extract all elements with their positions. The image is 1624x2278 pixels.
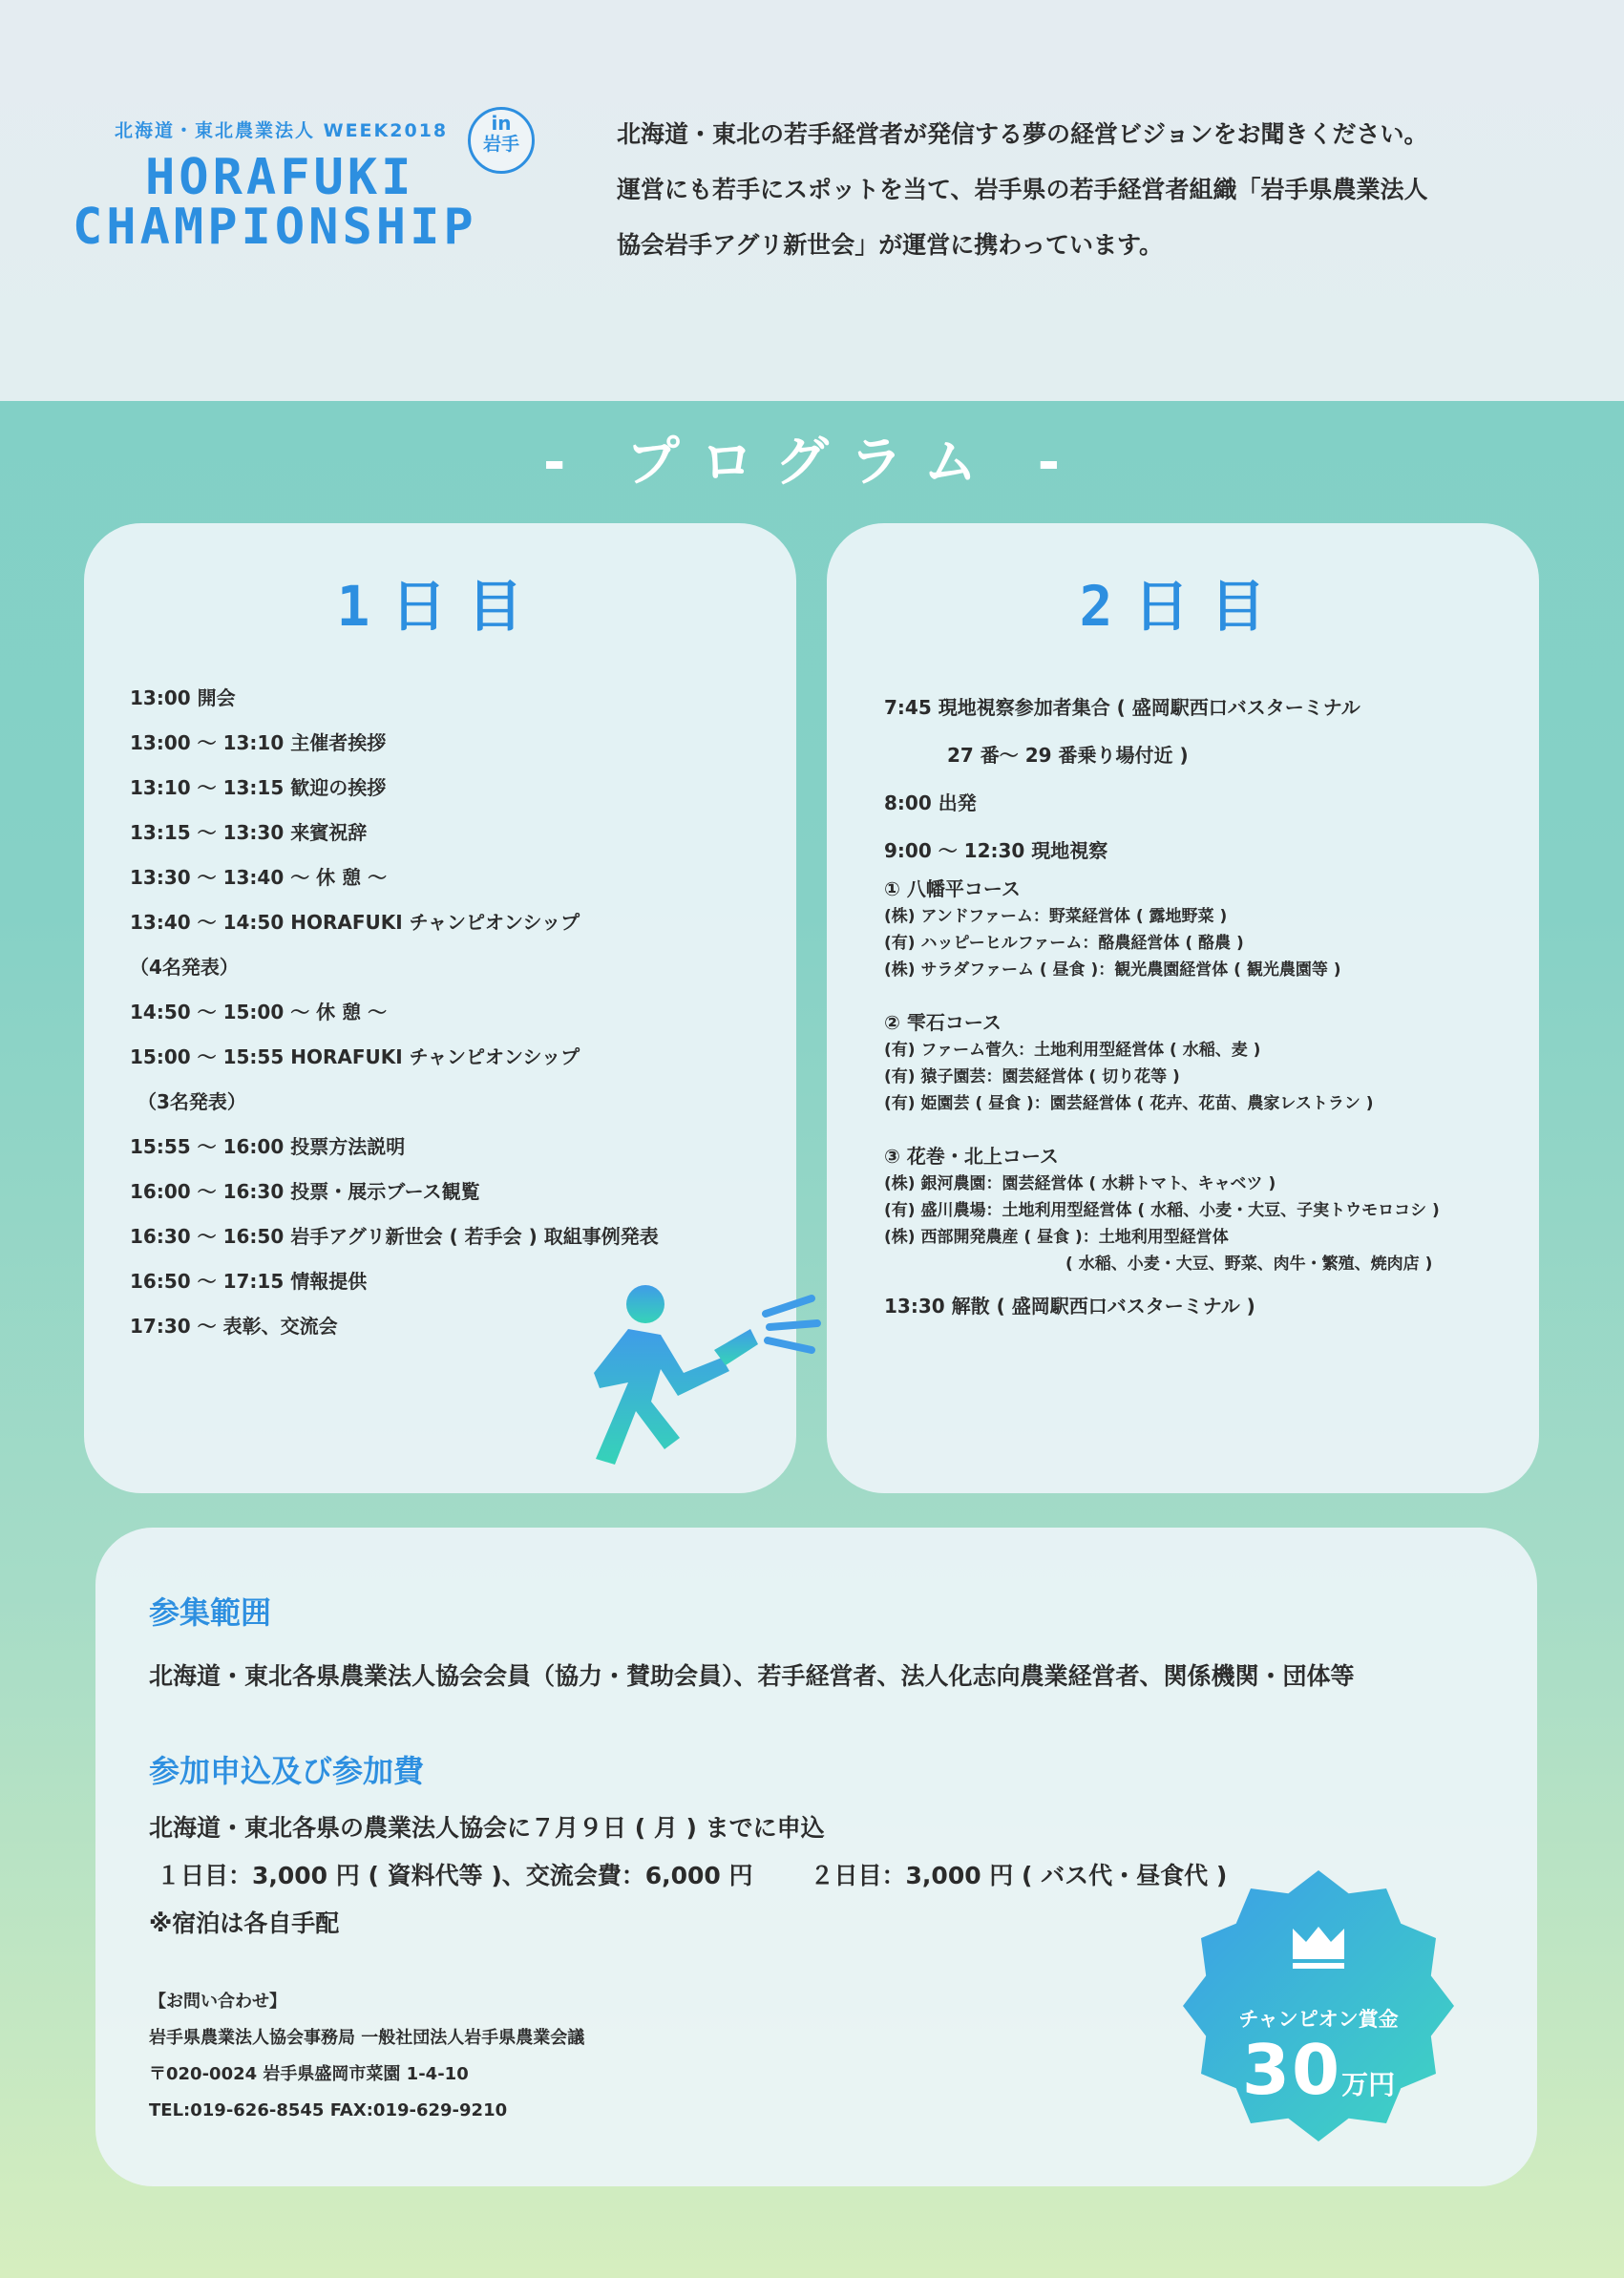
program-heading: - プログラム - [543, 432, 1081, 494]
logo-title-championship: CHAMPIONSHIP [73, 199, 477, 256]
logo-in-text: in [491, 112, 512, 135]
schedule-item: 13:00 開会 [130, 686, 236, 709]
course-farm: (株) 銀河農園：園芸経営体 ( 水耕トマト、キャベツ ) [884, 1174, 1276, 1193]
fee-day2: ２日目：3,000 円 ( バス代・昼食代 ) [810, 1862, 1228, 1889]
course-farm: (株) アンドファーム：野菜経営体 ( 露地野菜 ) [884, 907, 1228, 926]
day2-card [827, 523, 1539, 1493]
schedule-item: 15:00 ～ 15:55 HORAFUKI チャンピオンシップ [130, 1045, 580, 1068]
day1-title: 1日目 [336, 574, 544, 639]
dismissal-item: 13:30 解散 ( 盛岡駅西口バスターミナル ) [884, 1295, 1255, 1318]
event-logo [69, 107, 565, 260]
fee-title: 参加申込及び参加費 [149, 1753, 425, 1789]
course-farm: (有) 姫園芸 ( 昼食 )：園芸経営体 ( 花卉、花苗、農家レストラン ) [884, 1094, 1374, 1113]
course-farm: (有) ファーム菅久：土地利用型経営体 ( 水稲、麦 ) [884, 1041, 1261, 1060]
runner-megaphone-icon [561, 1277, 867, 1468]
intro-text [617, 107, 1571, 273]
course-title: ① 八幡平コース [884, 877, 1021, 900]
fee-note: ※宿泊は各自手配 [149, 1909, 340, 1937]
fee-details [149, 1804, 1227, 1948]
schedule-item: 15:55 ～ 16:00 投票方法説明 [130, 1135, 406, 1158]
contact-phone: TEL:019-626-8545 FAX:019-629-9210 [149, 2100, 508, 2120]
course-farm: (有) 猿子園芸：園芸経営体 ( 切り花等 ) [884, 1067, 1180, 1086]
schedule-item: 13:10 ～ 13:15 歓迎の挨拶 [130, 776, 387, 799]
day1-card [84, 523, 796, 1493]
course-farm: (有) ハッピーヒルファーム：酪農経営体 ( 酪農 ) [884, 934, 1244, 953]
badge-amount-unit: 万円 [1341, 2069, 1396, 2100]
schedule-item: 13:15 ～ 13:30 来賓祝辞 [130, 821, 368, 844]
schedule-item: 9:00 ～ 12:30 現地視察 [884, 839, 1108, 862]
course-hachimantai [884, 875, 1341, 983]
fee-days [149, 1852, 1227, 1900]
contact-org: 岩手県農業法人協会事務局 一般社団法人岩手県農業会議 [149, 2028, 585, 2048]
logo-subtitle: 北海道・東北農業法人 WEEK2018 [115, 120, 449, 141]
prize-badge [1180, 1867, 1457, 2144]
participants-text: 北海道・東北各県農業法人協会会員（協力・賛助会員）、若手経営者、法人化志向農業経営者、関係機関・団体等 [149, 1662, 1355, 1690]
schedule-item: （4名発表） [130, 956, 239, 979]
intro-line: 運営にも若手にスポットを当て、岩手県の若手経営者組織「岩手県農業法人 [617, 176, 1428, 203]
schedule-item: 17:30 ～ 表彰、交流会 [130, 1315, 338, 1338]
course-farm: (株) サラダファーム ( 昼食 )：観光農園経営体 ( 観光農園等 ) [884, 960, 1341, 980]
logo-in-iwate-circle [468, 107, 535, 174]
logo-title-horafuki: HORAFUKI [145, 149, 415, 206]
schedule-item: 7:45 現地視察参加者集合 ( 盛岡駅西口バスターミナル [884, 696, 1360, 719]
course-farm: (有) 盛川農場：土地利用型経営体 ( 水稲、小麦・大豆、子実トウモロコシ ) [884, 1201, 1440, 1220]
logo-pref-text: 岩手 [482, 134, 519, 155]
course-farm: (株) 西部開発農産 ( 昼食 )：土地利用型経営体 [884, 1228, 1229, 1247]
intro-line: 北海道・東北の若手経営者が発信する夢の経営ビジョンをお聞きください。 [617, 120, 1428, 148]
contact-block [149, 1984, 584, 2129]
participants-title: 参集範囲 [149, 1594, 272, 1631]
contact-address: 〒020-0024 岩手県盛岡市菜園 1-4-10 [149, 2064, 469, 2084]
course-hanamaki-kitakami [884, 1142, 1440, 1277]
fee-day1: １日目：3,000 円 ( 資料代等 )、交流会費：6,000 円 [157, 1862, 753, 1889]
schedule-item: 14:50 ～ 15:00 ～ 休 憩 ～ [130, 1001, 388, 1023]
badge-amount-number: 30 [1241, 2030, 1342, 2110]
day2-title: 2日目 [1079, 574, 1287, 639]
badge-label: チャンピオン賞金 [1238, 2008, 1399, 2031]
course-title: ③ 花巻・北上コース [884, 1145, 1059, 1168]
course-farm-detail: ( 水稲、小麦・大豆、野菜、肉牛・繁殖、焼肉店 ) [1065, 1255, 1433, 1274]
schedule-item: （3名発表） [137, 1090, 246, 1113]
schedule-item: 13:00 ～ 13:10 主催者挨拶 [130, 731, 387, 754]
badge-amount [1180, 2030, 1457, 2110]
course-shizukuishi [884, 1008, 1374, 1117]
schedule-item: 16:30 ～ 16:50 岩手アグリ新世会 ( 若手会 ) 取組事例発表 [130, 1225, 659, 1248]
course-title: ② 雫石コース [884, 1011, 1002, 1034]
schedule-item: 16:50 ～ 17:15 情報提供 [130, 1270, 368, 1293]
schedule-item: 13:40 ～ 14:50 HORAFUKI チャンピオンシップ [130, 911, 580, 934]
fee-deadline: 北海道・東北各県の農業法人協会に７月９日 ( 月 ) までに申込 [149, 1814, 825, 1842]
schedule-item: 16:00 ～ 16:30 投票・展示ブース観覧 [130, 1180, 480, 1203]
day2-schedule [884, 684, 1360, 875]
intro-line: 協会岩手アグリ新世会」が運営に携わっています。 [617, 231, 1164, 259]
day1-schedule [130, 676, 659, 1349]
schedule-item: 8:00 出発 [884, 791, 977, 814]
contact-title: 【お問い合わせ】 [149, 1992, 286, 2012]
wave-divider [0, 325, 1624, 411]
schedule-item: 27 番～ 29 番乗り場付近 ) [947, 744, 1189, 767]
schedule-item: 13:30 ～ 13:40 ～ 休 憩 ～ [130, 866, 388, 889]
